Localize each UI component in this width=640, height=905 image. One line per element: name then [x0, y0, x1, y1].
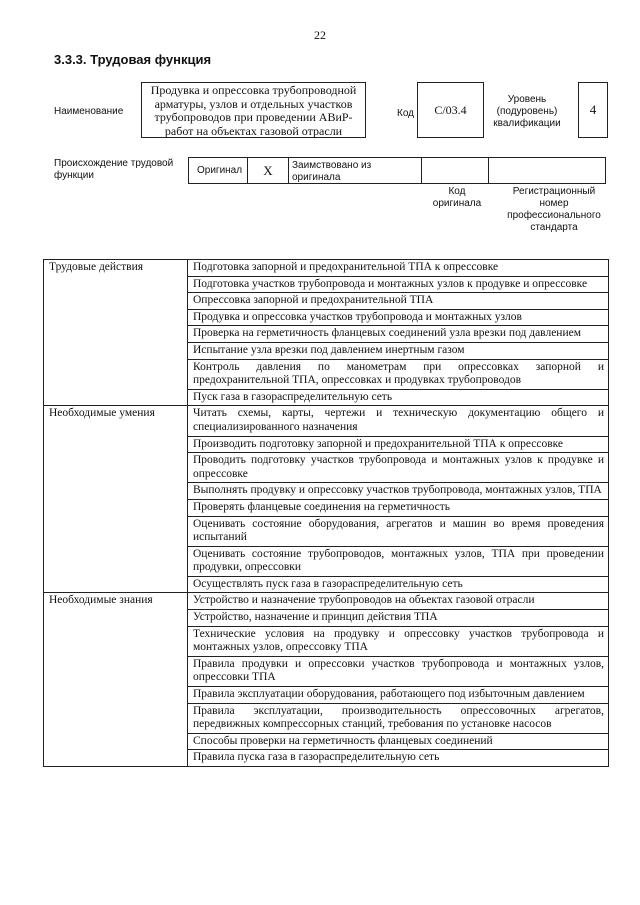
table-row: [44, 260, 609, 277]
section-title: 3.3.3. Трудовая функция: [54, 52, 212, 67]
function-table: [43, 259, 609, 767]
section-item: Испытание узла врезки под давлением инертным газом: [188, 342, 609, 359]
page-number: 22: [314, 28, 326, 42]
section-item: Правила эксплуатации, производительность опрессовочных агрегатов, передвижных компрессорных станций, требования по установке насосов: [188, 703, 609, 733]
section-item: Производить подготовку запорной и предохранительной ТПА к опрессовке: [188, 436, 609, 453]
section-item: Осуществлять пуск газа в газораспределительную сеть: [188, 576, 609, 593]
section-item: Правила эксплуатации оборудования, работающего под избыточным давлением: [188, 687, 609, 704]
section-item: Пуск газа в газораспределительную сеть: [188, 389, 609, 406]
section-item: Устройство, назначение и принцип действия ТПА: [188, 610, 609, 627]
code-caption: Код оригинала: [432, 186, 482, 209]
section-category: Необходимые знания: [44, 593, 188, 767]
section-item: Подготовка запорной и предохранительной ТПА к опрессовке: [188, 260, 609, 277]
section-item: Правила продувки и опрессовки участков трубопровода и монтажных узлов, опрессовки ТПА: [188, 656, 609, 686]
origin-table: [188, 157, 608, 184]
code-box: С/03.4: [417, 82, 484, 138]
function-name-box: Продувка и опрессовка трубопроводной арматуры, узлов и отдельных участков трубопроводов при проведении АВиР-работ на объектах газовой отрасли: [141, 82, 366, 138]
section-item: Проверка на герметичность фланцевых соединений узла врезки под давлением: [188, 326, 609, 343]
section-item: Читать схемы, карты, чертежи и техническую документацию общего и специализированного назначения: [188, 406, 609, 436]
origin-label: Происхождение трудовой функции: [54, 158, 174, 181]
registration-caption: Регистрационный номер профессионального стандарта: [507, 186, 601, 233]
code-label: Код: [397, 108, 415, 119]
table-row: [44, 593, 609, 610]
section-item: Устройство и назначение трубопроводов на объектах газовой отрасли: [188, 593, 609, 610]
section-category: Необходимые умения: [44, 406, 188, 593]
section-category: Трудовые действия: [44, 260, 188, 406]
section-item: Продувка и опрессовка участков трубопровода и монтажных узлов: [188, 309, 609, 326]
section-item: Подготовка участков трубопровода и монтажных узлов к продувке и опрессовке: [188, 276, 609, 293]
section-item: Способы проверки на герметичность фланцевых соединений: [188, 733, 609, 750]
section-item: Опрессовка запорной и предохранительной ТПА: [188, 293, 609, 310]
section-item: Оценивать состояние оборудования, агрегатов и машин во время проведения испытаний: [188, 516, 609, 546]
registration-cell: [488, 157, 606, 184]
section-item: Проводить подготовку участков трубопровода и монтажных узлов к продувке и опрессовке: [188, 453, 609, 483]
section-item: Выполнять продувку и опрессовку участков трубопровода, монтажных узлов, ТПА: [188, 483, 609, 500]
section-item: Проверять фланцевые соединения на герметичность: [188, 499, 609, 516]
section-item: Контроль давления по манометрам при опрессовках запорной и предохранительной ТПА, опрессовках и продувках трубопроводов: [188, 359, 609, 389]
level-label: Уровень (подуровень) квалификации: [493, 94, 561, 129]
section-item: Технические условия на продувку и опрессовку участков трубопровода и монтажных узлов, опрессовку ТПА: [188, 626, 609, 656]
table-row: [44, 406, 609, 436]
original-mark: Х: [247, 157, 289, 184]
level-box: 4: [578, 82, 608, 138]
section-item: Правила пуска газа в газораспределительную сеть: [188, 750, 609, 767]
section-item: Оценивать состояние трубопроводов, монтажных узлов, ТПА при проведении продувки, опрессовки: [188, 546, 609, 576]
original-code-cell: [421, 157, 489, 184]
original-label: Оригинал: [188, 157, 248, 184]
borrowed-label: Заимствовано из оригинала: [288, 157, 422, 184]
name-label: Наименование: [54, 106, 124, 117]
